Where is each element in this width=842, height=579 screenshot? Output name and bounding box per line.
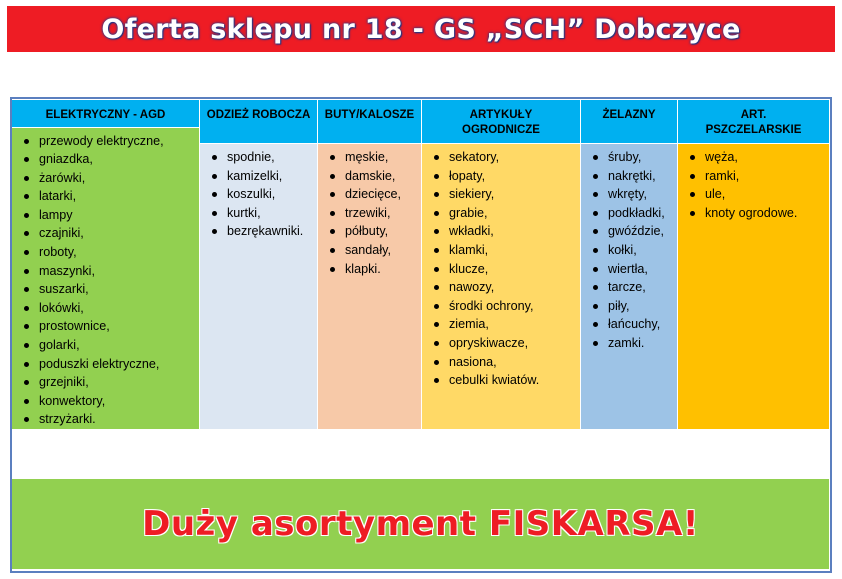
list-item: kamizelki, — [227, 167, 317, 186]
column-header — [581, 100, 677, 144]
item-list — [581, 148, 677, 353]
list-item: nawozy, — [449, 278, 580, 297]
list-item: łopaty, — [449, 167, 580, 186]
promo-banner — [12, 479, 829, 569]
list-item: wkładki, — [449, 222, 580, 241]
list-item: męskie, — [345, 148, 421, 167]
list-item: grabie, — [449, 204, 580, 223]
list-item: śruby, — [608, 148, 677, 167]
list-item: damskie, — [345, 167, 421, 186]
list-item: prostownice, — [39, 317, 199, 336]
header-line: ARTYKUŁY — [469, 109, 533, 121]
list-item: łańcuchy, — [608, 315, 677, 334]
list-item: spodnie, — [227, 148, 317, 167]
column-header — [200, 100, 317, 144]
list-item: czajniki, — [39, 224, 199, 243]
list-item: siekiery, — [449, 185, 580, 204]
list-item: konwektory, — [39, 392, 199, 411]
list-item: koszulki, — [227, 185, 317, 204]
list-item: półbuty, — [345, 222, 421, 241]
page-title: Oferta sklepu nr 18 - GS „SCH” Dobczyce — [101, 13, 741, 45]
offer-table — [12, 100, 829, 429]
header-line: ODZIEŻ ROBOCZA — [206, 109, 311, 121]
list-item: klucze, — [449, 260, 580, 279]
list-item: podkładki, — [608, 204, 677, 223]
header-line: ŻELAZNY — [602, 109, 656, 121]
item-list — [422, 148, 580, 390]
column-body — [678, 144, 829, 429]
list-item: klapki. — [345, 260, 421, 279]
list-item: kurtki, — [227, 204, 317, 223]
list-item: roboty, — [39, 243, 199, 262]
list-item: golarki, — [39, 336, 199, 355]
list-item: grzejniki, — [39, 373, 199, 392]
list-item: żarówki, — [39, 169, 199, 188]
list-item: nasiona, — [449, 353, 580, 372]
list-item: dziecięce, — [345, 185, 421, 204]
header-line: ART. — [740, 109, 767, 121]
list-item: nakrętki, — [608, 167, 677, 186]
list-item: ramki, — [705, 167, 829, 186]
item-list — [318, 148, 421, 278]
list-item: węża, — [705, 148, 829, 167]
list-item: maszynki, — [39, 262, 199, 281]
column-header — [422, 100, 580, 144]
header-line: BUTY/KALOSZE — [324, 109, 415, 121]
list-item: knoty ogrodowe. — [705, 204, 829, 223]
list-item: klamki, — [449, 241, 580, 260]
header-line: ELEKTRYCZNY - AGD — [45, 109, 166, 121]
list-item: gwóździe, — [608, 222, 677, 241]
list-item: lokówki, — [39, 299, 199, 318]
column-body — [422, 144, 580, 429]
column-header — [318, 100, 421, 144]
column-buty-kalosze — [317, 100, 421, 429]
list-item: zamki. — [608, 334, 677, 353]
list-item: piły, — [608, 297, 677, 316]
column-body — [581, 144, 677, 429]
list-item: ule, — [705, 185, 829, 204]
list-item: tarcze, — [608, 278, 677, 297]
list-item: sekatory, — [449, 148, 580, 167]
title-banner — [7, 6, 835, 52]
list-item: wiertła, — [608, 260, 677, 279]
list-item: wkręty, — [608, 185, 677, 204]
list-item: kołki, — [608, 241, 677, 260]
list-item: strzyżarki. — [39, 410, 199, 429]
list-item: suszarki, — [39, 280, 199, 299]
list-item: bezrękawniki. — [227, 222, 317, 241]
column-header — [678, 100, 829, 144]
column-body — [12, 128, 199, 430]
column-art-pszczelarskie — [677, 100, 829, 429]
list-item: poduszki elektryczne, — [39, 355, 199, 374]
column-zelazny — [580, 100, 677, 429]
list-item: trzewiki, — [345, 204, 421, 223]
list-item: cebulki kwiatów. — [449, 371, 580, 390]
list-item: latarki, — [39, 187, 199, 206]
promo-text: Duży asortyment FISKARSA! — [142, 504, 699, 544]
column-header — [12, 100, 199, 128]
item-list — [200, 148, 317, 241]
list-item: ziemia, — [449, 315, 580, 334]
header-line: OGRODNICZE — [462, 124, 540, 136]
column-odziez-robocza — [199, 100, 317, 429]
column-body — [318, 144, 421, 429]
list-item: sandały, — [345, 241, 421, 260]
list-item: środki ochrony, — [449, 297, 580, 316]
column-body — [200, 144, 317, 429]
list-item: opryskiwacze, — [449, 334, 580, 353]
list-item: gniazdka, — [39, 150, 199, 169]
item-list — [678, 148, 829, 222]
list-item: lampy — [39, 206, 199, 225]
header-line: PSZCZELARSKIE — [705, 124, 802, 136]
column-artykuly-ogrodnicze — [421, 100, 580, 429]
column-elektryczny-agd — [12, 100, 199, 429]
list-item: przewody elektryczne, — [39, 132, 199, 151]
item-list — [12, 132, 199, 430]
